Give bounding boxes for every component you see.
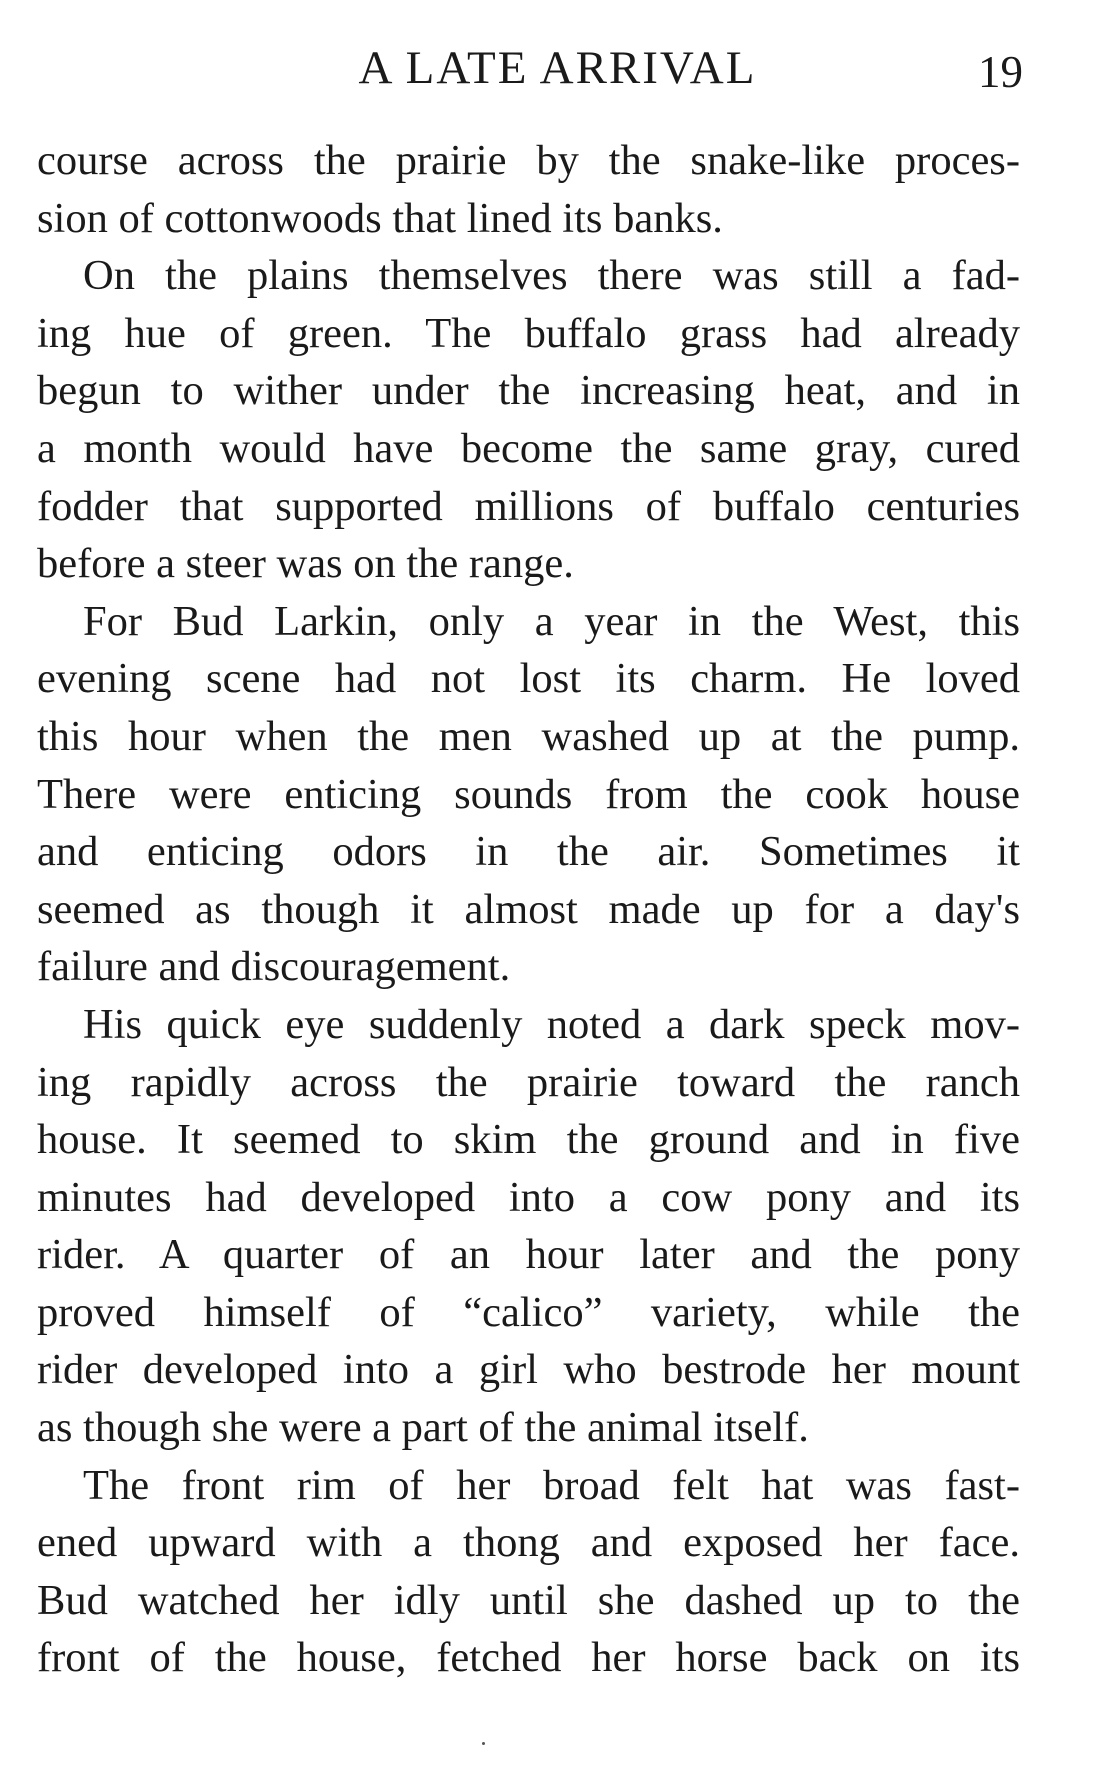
text-line: minutes had developed into a cow pony and its [37,1173,1020,1221]
text-line: fodder that supported millions of buffalo centuries [37,482,1020,530]
text-line: a month would have become the same gray, cured [37,424,1020,472]
text-line: There were enticing sounds from the cook house [37,770,1020,818]
text-line: proved himself of “calico” variety, while the [37,1288,1020,1336]
text-line: course across the prairie by the snake-like proces- [37,137,1020,184]
text-line: ened upward with a thong and exposed her face. [37,1519,1020,1567]
text-line: begun to wither under the increasing heat, and in [37,367,1020,415]
text-line: The front rim of her broad felt hat was fast- [83,1461,1020,1509]
text-line: before a steer was on the range. [37,540,574,588]
text-line: seemed as though it almost made up for a day's [37,885,1020,933]
text-line: His quick eye suddenly noted a dark speck mov- [83,1000,1020,1048]
text-line: Bud watched her idly until she dashed up to the [37,1576,1020,1624]
text-line: ing rapidly across the prairie toward the ranch [37,1058,1020,1106]
text-line: house. It seemed to skim the ground and in five [37,1116,1020,1164]
text-line: On the plains themselves there was still a fad- [83,252,1020,300]
text-line: sion of cottonwoods that lined its banks. [37,194,723,242]
page-number: 19 [978,47,1023,97]
text-line: rider. A quarter of an hour later and the pony [37,1231,1020,1279]
text-line: front of the house, fetched her horse back on its [37,1634,1020,1682]
text-line: ing hue of green. The buffalo grass had already [37,309,1020,357]
text-line: as though she were a part of the animal itself. [37,1404,809,1452]
text-line: and enticing odors in the air. Sometimes it [37,828,1020,876]
text-line: this hour when the men washed up at the pump. [37,712,1020,760]
text-line: rider developed into a girl who bestrode her mount [37,1346,1020,1394]
print-speck [482,1742,485,1745]
body-text [37,132,1020,1687]
chapter-title: A LATE ARRIVAL [358,42,757,94]
text-line: For Bud Larkin, only a year in the West, this [83,597,1020,645]
running-head [0,38,1115,98]
text-line: evening scene had not lost its charm. He loved [37,655,1020,703]
text-line: failure and discouragement. [37,943,511,991]
